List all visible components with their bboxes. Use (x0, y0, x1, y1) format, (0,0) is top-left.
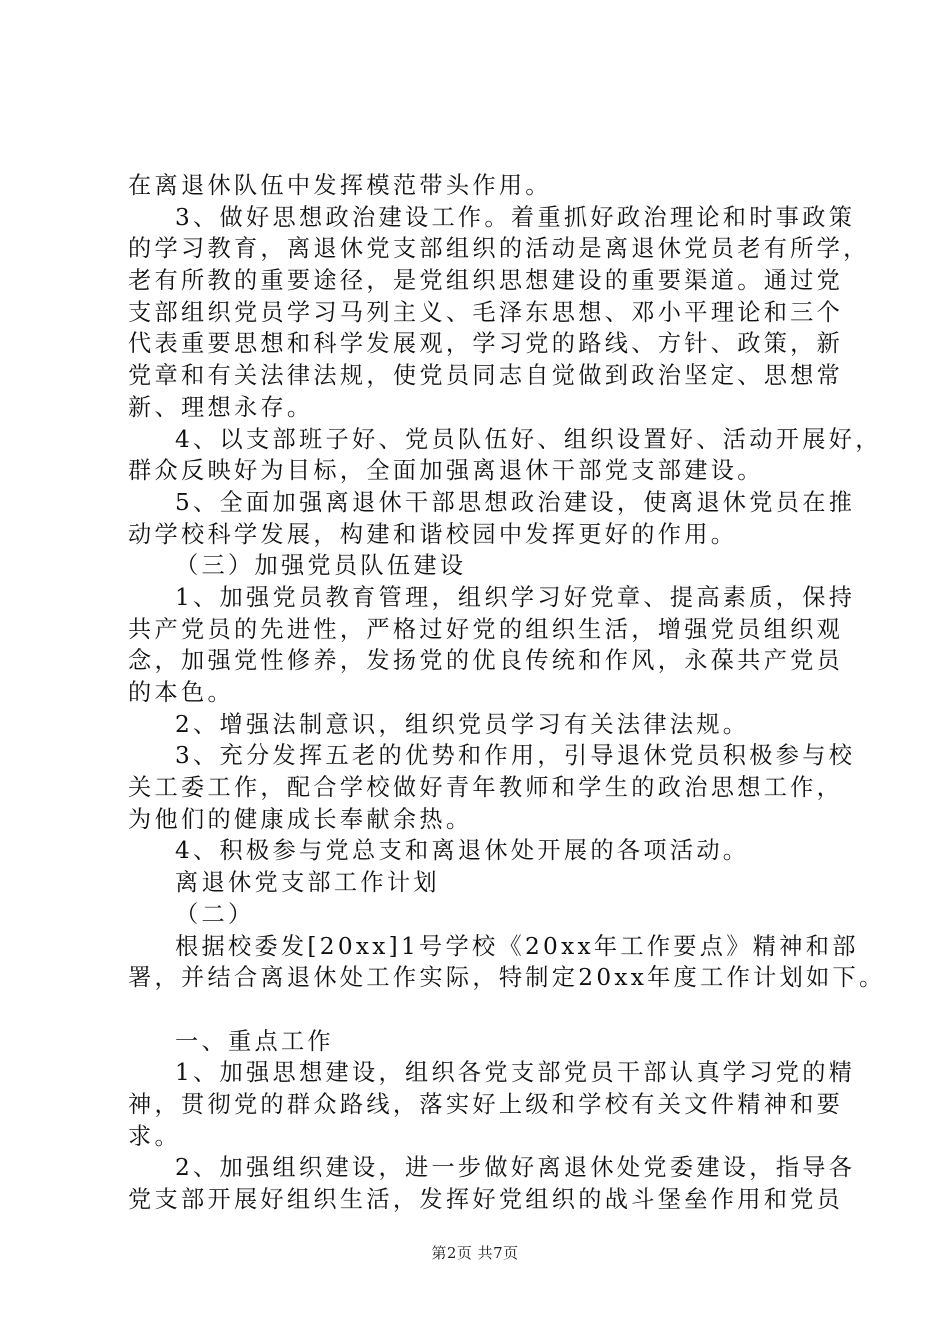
text-line: 根据校委发[20xx]1号学校《20xx年工作要点》精神和部 (175, 932, 859, 960)
text-line: （二） (175, 900, 255, 928)
text-line: 离退休党支部工作计划 (175, 869, 440, 897)
text-line: 3、充分发挥五老的优势和作用，引导退休党员积极参与校 (175, 742, 856, 770)
text-line: 老有所教的重要途径，是党组织思想建设的重要渠道。通过党 (128, 267, 844, 295)
text-line: 4、以支部班子好、党员队伍好、组织设置好、活动开展好， (175, 425, 882, 453)
text-line: 署，并结合离退休处工作实际，特制定20xx年度工作计划如下。 (128, 964, 886, 992)
text-line: 党支部开展好组织生活，发挥好党组织的战斗堡垒作用和党员 (128, 1186, 844, 1213)
text-line: 在离退休队伍中发挥模范带头作用。 (128, 172, 552, 199)
text-line: 神，贯彻党的群众路线，落实好上级和学校有关文件精神和要 (128, 1090, 844, 1118)
text-line: 为他们的健康成长奉献余热。 (128, 805, 473, 833)
text-line: 求。 (128, 1122, 181, 1150)
text-line: 支部组织党员学习马列主义、毛泽东思想、邓小平理论和三个 (128, 298, 844, 326)
text-line: 3、做好思想政治建设工作。着重抓好政治理论和时事政策 (175, 203, 856, 231)
document-body (128, 170, 886, 1216)
text-line: 1、加强党员教育管理，组织学习好党章、提高素质，保持 (175, 583, 856, 611)
text-line: （三）加强党员队伍建设 (175, 552, 467, 580)
text-line: 群众反映好为目标，全面加强离退休干部党支部建设。 (128, 457, 764, 485)
text-line: 的学习教育，离退休党支部组织的活动是离退休党员老有所学， (128, 235, 870, 263)
text-line: 共产党员的先进性，严格过好党的组织生活，增强党员组织观 (128, 615, 844, 643)
text-line: 关工委工作，配合学校做好青年教师和学生的政治思想工作， (128, 774, 844, 802)
text-line: 2、加强组织建设，进一步做好离退休处党委建设，指导各 (175, 1154, 856, 1182)
text-line: 一、重点工作 (175, 1027, 334, 1055)
text-line: 的本色。 (128, 679, 234, 706)
text-line: 2、增强法制意识，组织党员学习有关法律法规。 (175, 710, 750, 738)
text-line: 动学校科学发展，构建和谐校园中发挥更好的作用。 (128, 520, 738, 548)
text-line: 党章和有关法律法规，使党员同志自觉做到政治坚定、思想常 (128, 362, 844, 390)
text-line: 5、全面加强离退休干部思想政治建设，使离退休党员在推 (175, 488, 856, 516)
text-line: 代表重要思想和科学发展观，学习党的路线、方针、政策，新 (128, 330, 844, 358)
page-footer: 第2页 共7页 (431, 1244, 519, 1262)
text-line: 念，加强党性修养，发扬党的优良传统和作风，永葆共产党员 (128, 647, 844, 675)
text-line: 4、积极参与党总支和离退休处开展的各项活动。 (175, 837, 750, 865)
text-line: 1、加强思想建设，组织各党支部党员干部认真学习党的精 (175, 1059, 856, 1087)
blank-line (128, 994, 840, 1026)
text-line: 新、理想永存。 (128, 393, 314, 421)
